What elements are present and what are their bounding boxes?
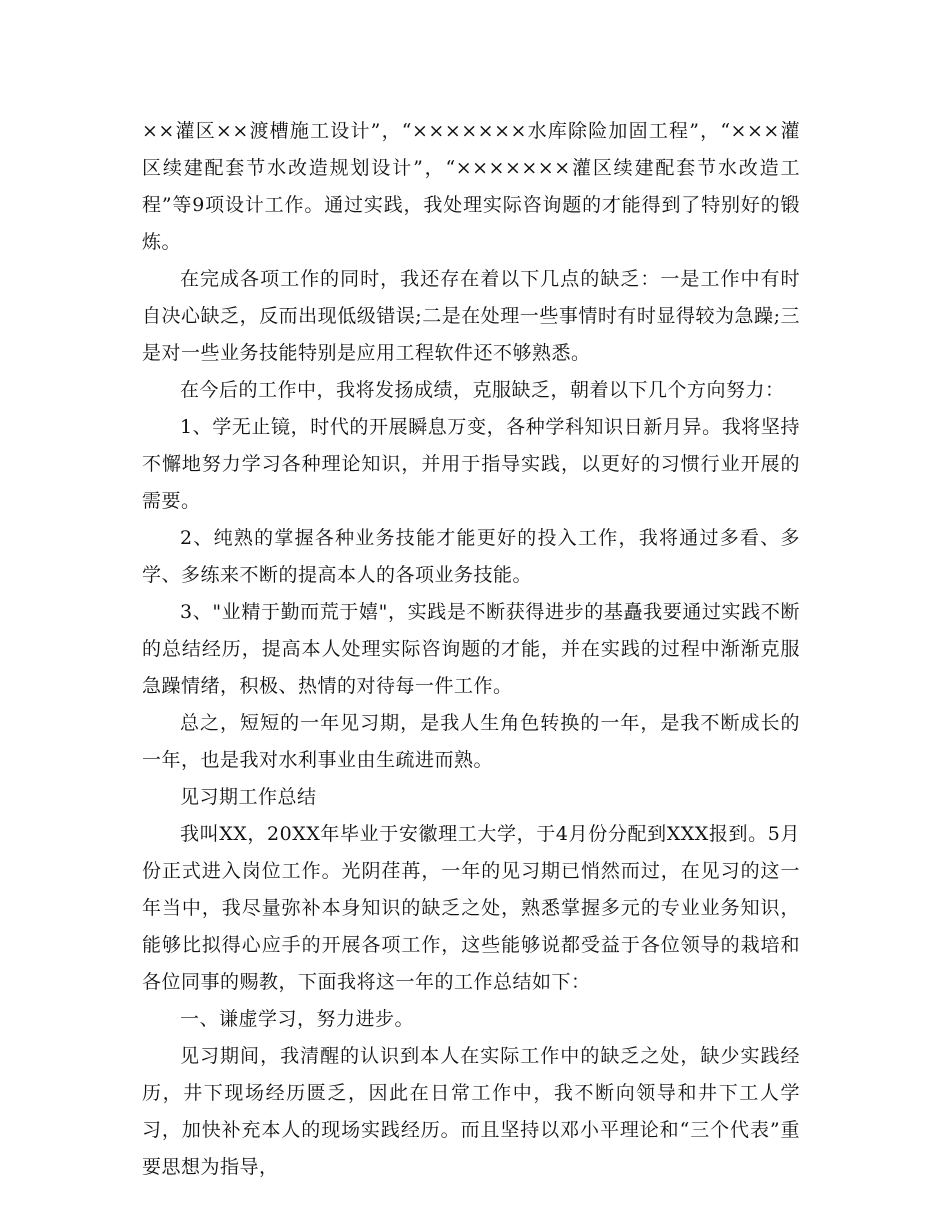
paragraph-conclusion: 总之，短短的一年见习期，是我人生角色转换的一年，是我不断成长的一年，也是我对水利事业由生疏进而熟。 [142,712,800,771]
paragraph-point-1: 1、学无止镜，时代的开展瞬息万变，各种学科知识日新月异。我将坚持不懈地努力学习各种理论知识，并用于指导实践，以更好的习惯行业开展的需要。 [142,416,800,512]
subheading-learning: 一、谦虚学习，努力进步。 [180,1008,415,1030]
paragraph-future-intro: 在今后的工作中，我将发扬成绩，克服缺乏，朝着以下几个方向努力： [180,379,785,401]
paragraph-shortcomings: 在完成各项工作的同时，我还存在着以下几点的缺乏：一是工作中有时自决心缺乏，反而出现低级错误;二是在处理一些事情时有时显得较为急躁;三是对一些业务技能特别是应用工程软件还不够熟悉。 [142,268,800,364]
paragraph-introduction: 我叫XX，20XX年毕业于安徽理工大学，于4月份分配到XXX报到。5月份正式进入岗位工作。光阴荏苒，一年的见习期已悄然而过，在见习的这一年当中，我尽量弥补本身知识的缺乏之处，熟悉掌握多元的专业业务知识，能够比拟得心应手的开展各项工作，这些能够说都受益于各位领导的栽培和各位同事的赐教，下面我将这一年的工作总结如下： [142,823,800,993]
paragraph-learning: 见习期间，我清醒的认识到本人在实际工作中的缺乏之处，缺少实践经历，井下现场经历匮乏，因此在日常工作中，我不断向领导和井下工人学习，加快补充本人的现场实践经历。而且坚持以邓小平理论和“三个代表”重要思想为指导， [142,1045,800,1178]
paragraph-point-3: 3、"业精于勤而荒于嬉"，实践是不断获得进步的基矗我要通过实践不断的总结经历，提高本人处理实际咨询题的才能，并在实践的过程中渐渐克服急躁情绪，积极、热情的对待每一件工作。 [142,601,800,697]
paragraph-continuation: ××灌区××渡槽施工设计”，“×××××××水库除险加固工程”，“×××灌区续建配套节水改造规划设计”，“×××××××灌区续建配套节水改造工程”等9项设计工作。通过实践，我处理实际咨询题的才能得到了特别好的锻炼。 [142,120,800,253]
paragraph-point-2: 2、纯熟的掌握各种业务技能才能更好的投入工作，我将通过多看、多学、多练来不断的提高本人的各项业务技能。 [142,527,800,586]
section-heading: 见习期工作总结 [180,786,317,808]
